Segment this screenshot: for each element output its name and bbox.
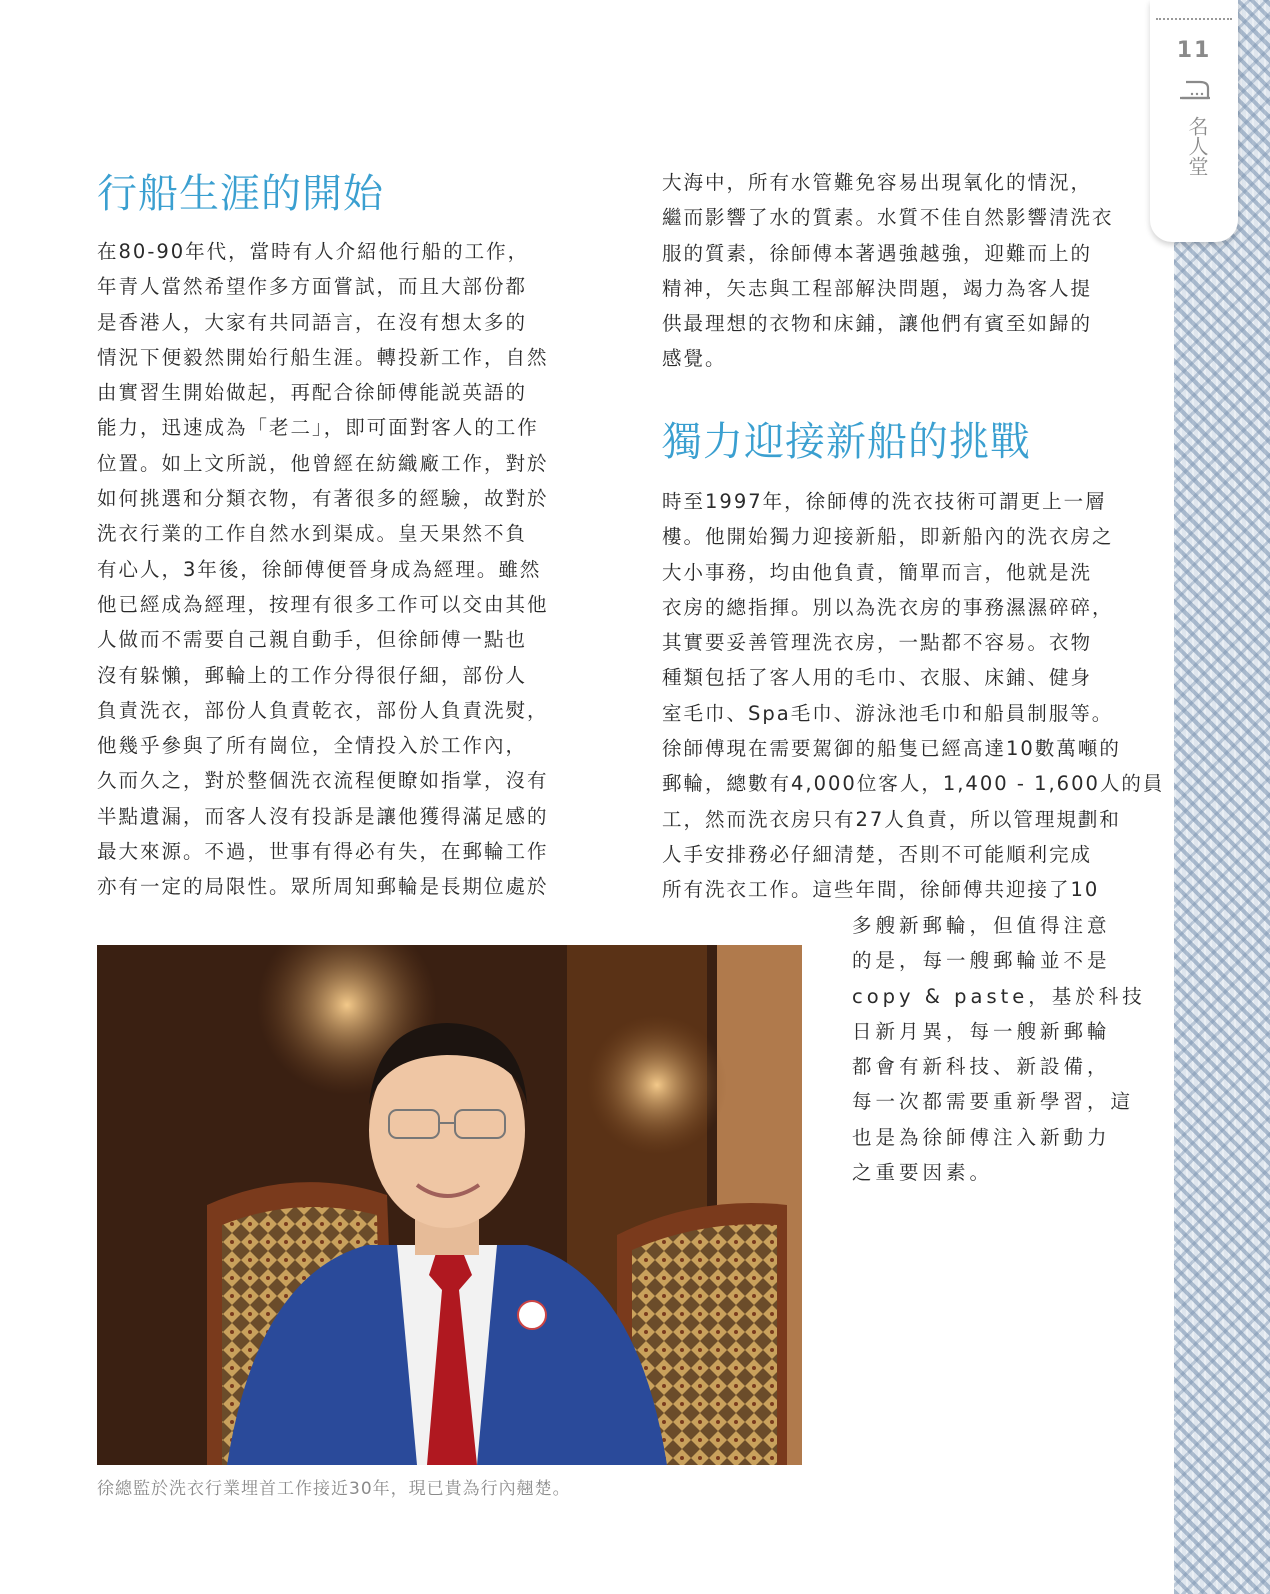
photo-caption: 徐總監於洗衣行業埋首工作接近30年，現已貴為行內翹楚。 [97,1479,571,1499]
text-line: 大小事務，均由他負責，簡單而言，他就是洗 [662,560,1093,584]
stitch-divider [1156,18,1232,20]
text-line: 有心人，3年後，徐師傅便晉身成為經理。雖然 [97,557,542,581]
section-tab [1150,0,1238,242]
text-line: 能力，迅速成為「老二」，即可面對客人的工作 [97,416,539,440]
text-line: 服的質素，徐師傅本著遇強越強，迎難而上的 [662,241,1093,265]
right-intro-text [662,165,1114,377]
text-line: 他已經成為經理，按理有很多工作可以交由其他 [97,592,549,616]
text-line: 日新月異，每一艘新郵輪 [852,1019,1111,1043]
left-body-text [97,234,549,905]
text-line: 感覺。 [662,347,727,371]
portrait-photo [97,945,802,1465]
text-line: 每一次都需要重新學習，這 [852,1090,1135,1114]
text-line: 也是為徐師傅注入新動力 [852,1125,1111,1149]
text-line: 是香港人，大家有共同語言，在沒有想太多的 [97,310,528,334]
text-line: 亦有一定的局限性。眾所周知郵輪是長期位處於 [97,875,549,899]
text-line: 如何挑選和分類衣物，有著很多的經驗，故對於 [97,487,549,511]
text-line: 精神，矢志與工程部解決問題，竭力為客人提 [662,276,1093,300]
text-line: 沒有躲懶，郵輪上的工作分得很仔細，部份人 [97,663,528,687]
text-line: 衣房的總指揮。別以為洗衣房的事務濕濕碎碎， [662,595,1114,619]
text-line: 郵輪，總數有4,000位客人，1,400 - 1,600人的員 [662,772,1165,796]
section-label: 名人堂 [1185,116,1209,176]
text-line: 在80-90年代，當時有人介紹他行船的工作， [97,240,530,263]
text-line: 他幾乎參與了所有崗位，全情投入於工作內， [97,734,528,758]
text-line: copy & paste，基於科技 [852,984,1146,1008]
right-body-text [662,484,1165,908]
iron-icon [1178,78,1212,102]
text-line: 徐師傅現在需要駕御的船隻已經高達10數萬噸的 [662,737,1121,761]
text-line: 位置。如上文所説，他曾經在紡織廠工作，對於 [97,451,549,475]
text-line: 種類包括了客人用的毛巾、衣服、床鋪、健身 [662,666,1093,690]
text-line: 時至1997年，徐師傅的洗衣技術可謂更上一層 [662,490,1107,513]
text-line: 人做而不需要自己親自動手，但徐師傅一點也 [97,628,528,652]
text-line: 的是，每一艘郵輪並不是 [852,949,1111,973]
text-line: 人手安排務必仔細清楚，否則不可能順利完成 [662,842,1093,866]
text-line: 繼而影響了水的質素。水質不佳自然影響清洗衣 [662,206,1114,230]
text-line: 樓。他開始獨力迎接新船，即新船內的洗衣房之 [662,525,1114,549]
text-line: 都會有新科技、新設備， [852,1055,1111,1079]
text-line: 情況下便毅然開始行船生涯。轉投新工作，自然 [97,345,549,369]
text-line: 工，然而洗衣房只有27人負責，所以管理規劃和 [662,807,1121,831]
text-line: 室毛巾、Spa毛巾、游泳池毛巾和船員制服等。 [662,701,1114,725]
left-heading: 行船生涯的開始 [97,171,384,217]
text-line: 大海中，所有水管難免容易出現氧化的情況， [662,171,1093,194]
text-line: 半點遺漏，而客人沒有投訴是讓他獲得滿足感的 [97,804,549,828]
text-line: 所有洗衣工作。這些年間，徐師傅共迎接了10 [662,878,1100,902]
page-number: 11 [1176,38,1212,63]
text-line: 年青人當然希望作多方面嘗試，而且大部份都 [97,275,528,299]
text-line: 久而久之，對於整個洗衣流程便瞭如指掌，沒有 [97,769,549,793]
right-narrow-text [852,908,1146,1190]
text-line: 多艘新郵輪，但值得注意 [852,914,1111,937]
text-line: 由實習生開始做起，再配合徐師傅能説英語的 [97,381,528,405]
right-heading: 獨力迎接新船的挑戰 [662,419,1031,465]
text-line: 負責洗衣，部份人負責乾衣，部份人負責洗熨， [97,698,549,722]
text-line: 洗衣行業的工作自然水到渠成。皇天果然不負 [97,522,528,546]
text-line: 其實要妥善管理洗衣房，一點都不容易。衣物 [662,631,1093,655]
text-line: 之重要因素。 [852,1161,994,1185]
text-line: 供最理想的衣物和床鋪，讓他們有賓至如歸的 [662,312,1093,336]
portrait-illustration [97,945,802,1465]
text-line: 最大來源。不過，世事有得必有失，在郵輪工作 [97,840,549,864]
